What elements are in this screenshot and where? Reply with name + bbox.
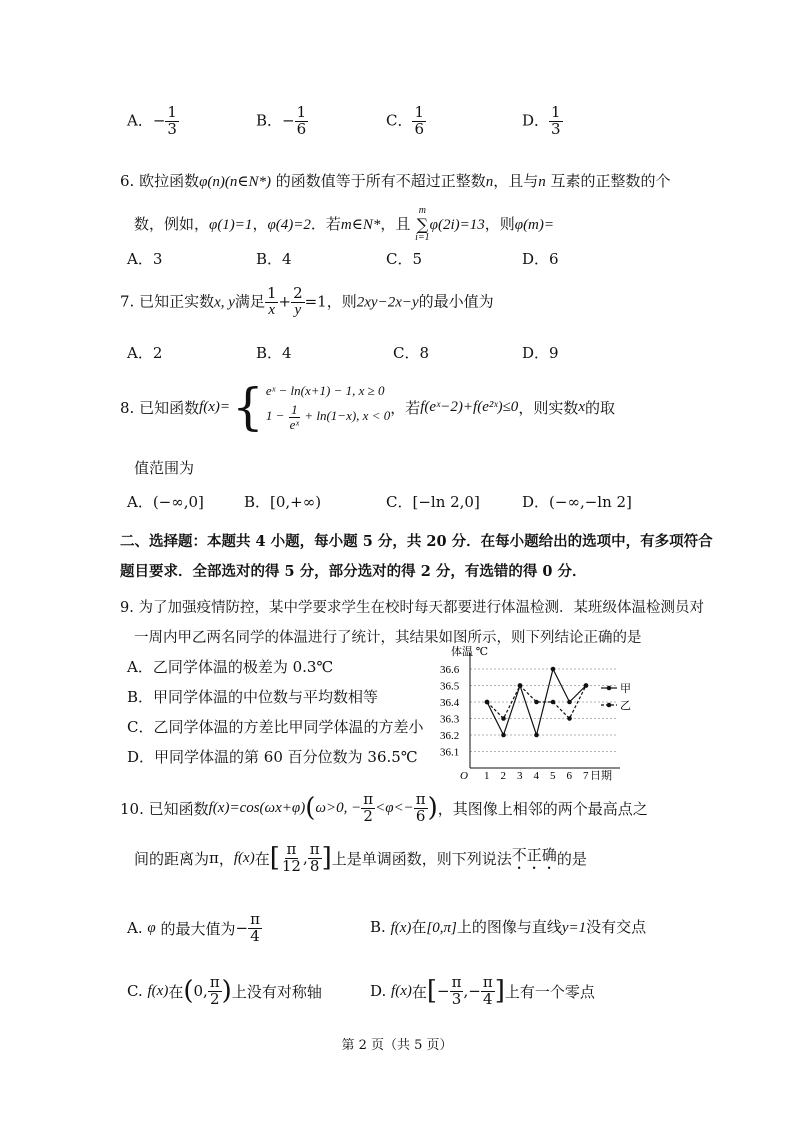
q9-option-a: A．乙同学体温的极差为 0.3℃ (127, 658, 334, 676)
text: ， (252, 214, 268, 233)
q10-option-d (370, 968, 595, 1014)
q5-option-d (522, 105, 563, 138)
numerator: 1 (291, 401, 298, 417)
denominator: 12 (281, 856, 301, 875)
data-point (534, 700, 539, 705)
numerator: 1 (296, 103, 307, 121)
data-point (551, 700, 556, 705)
text: ，其图像上相邻的两个最高点之 (437, 799, 648, 818)
denominator: 3 (451, 989, 462, 1008)
comma: , (302, 849, 308, 867)
q8-option-c: C．[−ln 2,0] (386, 493, 480, 511)
math: φ(4)=2 (267, 216, 311, 233)
q6-option-d: D．6 (522, 250, 559, 268)
text: 的是 (556, 849, 587, 868)
q5-option-c (386, 105, 426, 138)
q8-option-a: A．(−∞,0] (127, 493, 204, 511)
q7-option-d: D．9 (522, 344, 559, 362)
q6-line2 (134, 206, 554, 244)
math: [0,π] (426, 920, 457, 936)
left-brace: { (232, 378, 264, 436)
math: f(x) (147, 982, 169, 999)
q7-option-a: A．2 (127, 344, 163, 362)
math: m∈N* (340, 216, 381, 233)
option-label: C. (127, 982, 143, 1000)
numerator: 1 (266, 284, 277, 302)
q10-option-b (370, 916, 646, 937)
text: ，且 (380, 214, 411, 233)
fraction (414, 789, 428, 825)
text: 上的图像与直线 (456, 918, 562, 936)
left-bracket: [ (269, 843, 280, 873)
math: φ(m)= (514, 216, 555, 233)
q9-option-b: B．甲同学体温的中位数与平均数相等 (127, 688, 379, 706)
legend-label: 乙 (620, 700, 631, 712)
right-bracket: ] (494, 976, 505, 1006)
q9-line2: 一周内甲乙两名同学的体温进行了统计，其结果如图所示，则下列结论正确的是 (134, 630, 642, 646)
text: 满足 (234, 292, 265, 311)
math: n (538, 174, 546, 190)
math: f(x)= (199, 398, 231, 415)
denominator: 6 (415, 806, 426, 825)
math: π (209, 849, 219, 867)
legend-marker (607, 703, 612, 708)
q6-option-a: A．3 (127, 250, 163, 268)
q6-option-b: B．4 (256, 250, 292, 268)
math: y=1 (561, 920, 587, 936)
text: 8. 已知函数 (120, 398, 200, 417)
data-point (518, 683, 523, 688)
text: 的取 (585, 398, 616, 417)
y-tick-label: 36.3 (440, 713, 460, 726)
denominator: x (268, 301, 276, 318)
numerator: π (363, 789, 374, 808)
numerator: 1 (551, 103, 561, 121)
numerator: π (209, 972, 220, 991)
right-paren: ) (427, 793, 438, 823)
sum-upper: m (418, 205, 427, 216)
legend-marker (607, 686, 612, 691)
numerator: π (250, 909, 260, 928)
minus-sign: − (437, 982, 450, 1000)
q8-option-d: D．(−∞,−ln 2] (522, 493, 632, 511)
denominator: 3 (551, 119, 561, 138)
numerator: 2 (293, 284, 303, 302)
case-2 (266, 403, 390, 431)
q8-stem (120, 372, 615, 442)
fraction (361, 789, 375, 825)
math: f(x) (391, 982, 412, 999)
text: 的最小值为 (418, 292, 494, 311)
fraction (280, 839, 303, 875)
text: 6. 欧拉函数 (120, 172, 200, 190)
left-paren: ( (305, 793, 316, 823)
fraction (308, 839, 322, 875)
y-tick-label: 36.1 (440, 746, 460, 759)
fraction (248, 909, 262, 945)
q7-option-b: B．4 (256, 344, 292, 362)
fraction (208, 972, 222, 1008)
q7-stem (120, 286, 494, 319)
legend-label: 甲 (620, 683, 631, 695)
q8-option-b: B．[0,+∞) (244, 493, 322, 511)
text: 7. 已知正实数 (120, 292, 215, 311)
text: ，则实数 (518, 398, 579, 417)
summation (415, 206, 430, 244)
data-point (485, 700, 490, 705)
data-point (567, 716, 572, 721)
temperature-chart (440, 643, 645, 783)
y-tick-label: 36.5 (440, 680, 460, 693)
text: 的最大值为 (160, 919, 236, 938)
chart-grid (470, 669, 618, 752)
text: 上有一个零点 (504, 982, 595, 1001)
emphasized-text: 不正确 (511, 845, 557, 864)
text: 上没有对称轴 (231, 982, 322, 1001)
equals: =1 (304, 292, 327, 311)
x-tick-label: 7 (583, 770, 589, 782)
option-label: C． (386, 111, 413, 130)
data-point (567, 700, 572, 705)
text: 互素的正整数的个 (545, 172, 671, 190)
q6-option-c: C．5 (386, 250, 423, 268)
numerator: π (286, 839, 297, 858)
data-point (501, 733, 506, 738)
q5-option-a (127, 105, 179, 138)
q10-option-a (127, 906, 262, 950)
denominator: 2 (209, 989, 220, 1008)
math: f(x)=cos(ωx+φ) (208, 799, 306, 816)
chart-ticks (440, 664, 589, 782)
q10-option-c (127, 968, 322, 1014)
y-axis-label: 体温 ℃ (451, 646, 489, 658)
x-tick-label: 3 (517, 770, 523, 782)
minus-sign: − (152, 111, 166, 130)
text: 在 (254, 849, 270, 868)
denominator: 6 (414, 119, 425, 138)
x-tick-label: 5 (550, 770, 556, 782)
chart-axes (451, 644, 620, 782)
option-label: A． (127, 111, 153, 130)
data-point (534, 733, 539, 738)
math: φ(n)(n∈N*) (199, 174, 271, 190)
chart-legend (601, 682, 631, 712)
math: φ (147, 919, 156, 936)
denominator: y (294, 301, 302, 318)
numerator: 1 (414, 103, 425, 121)
text: 的函数值等于所有不超过正整数 (270, 172, 486, 190)
right-paren: ) (221, 976, 232, 1006)
option-label: D． (522, 111, 550, 130)
denominator: eˣ (289, 416, 300, 432)
section-heading-line1: 二、选择题：本题共 4 小题，每小题 5 分，共 20 分．在每小题给出的选项中，有多项符合 (120, 533, 713, 550)
plus-sign: + (278, 292, 292, 311)
q10-stem (120, 785, 648, 831)
text: 间的距离为 (134, 849, 210, 868)
sum-lower: i=1 (415, 232, 430, 244)
y-tick-label: 36.4 (440, 697, 460, 709)
denominator: 3 (167, 119, 177, 138)
numerator: 1 (167, 103, 177, 121)
math: x, y (214, 294, 235, 311)
math: φ(1)=1 (209, 216, 253, 233)
text: 在 (411, 982, 427, 1001)
fraction (291, 286, 305, 319)
denominator: 2 (363, 806, 373, 825)
q9-option-c: C．乙同学体温的方差比甲同学体温的方差小 (127, 718, 424, 736)
minus-sign: − (235, 919, 249, 937)
math: f(x) (233, 849, 255, 866)
text: ．若 (310, 214, 341, 233)
fraction (265, 286, 279, 319)
section-heading-line2: 题目要求．全部选对的得 5 分，部分选对的得 2 分，有选错的得 0 分． (120, 563, 587, 580)
case-1: eˣ − ln(x+1) − 1, x ≥ 0 (265, 382, 385, 398)
option-label: D. (370, 982, 387, 1000)
denominator: 4 (482, 989, 493, 1008)
data-point (584, 683, 589, 688)
y-tick-label: 36.6 (440, 664, 460, 676)
case-2-b: + ln(1−x), x < 0 (301, 407, 391, 423)
math: n (485, 174, 494, 190)
numerator: π (415, 789, 426, 808)
math: 2xy−2x−y (356, 294, 419, 311)
text: ，则 (484, 214, 515, 233)
math: 0, (193, 982, 208, 1000)
text: 在 (168, 982, 184, 1001)
option-label: B. (370, 918, 386, 936)
numerator: π (451, 972, 462, 991)
numerator: π (482, 972, 493, 991)
denominator: 8 (309, 856, 320, 875)
x-tick-label: 4 (533, 770, 539, 782)
text: 没有交点 (586, 918, 647, 936)
fraction (412, 105, 426, 138)
text: ，若 (390, 398, 421, 417)
denominator: 4 (250, 926, 260, 945)
fraction (549, 105, 563, 138)
fraction (295, 105, 309, 138)
y-tick-label: 36.2 (440, 730, 460, 742)
fraction (165, 105, 179, 138)
math: <φ<− (375, 799, 414, 816)
q5-option-b (256, 105, 308, 138)
text: 10. 已知函数 (120, 799, 209, 818)
q10-line2 (134, 836, 587, 880)
case-2-a: 1 − (265, 407, 288, 423)
numerator: π (309, 839, 320, 858)
q9-option-d: D．甲同学体温的第 60 百分位数为 36.5℃ (127, 748, 418, 766)
q6-line1 (120, 170, 671, 191)
math: f(x) (390, 920, 412, 936)
text: ，则 (326, 292, 357, 311)
data-point (501, 716, 506, 721)
q8-line2: 值范围为 (134, 459, 195, 477)
comma: ,− (463, 982, 481, 1000)
x-tick-label: 1 (484, 770, 490, 782)
text: 在 (411, 918, 427, 936)
right-bracket: ] (321, 843, 332, 873)
denominator: 6 (296, 119, 307, 138)
left-paren: ( (183, 976, 194, 1006)
minus-sign: − (282, 111, 295, 130)
option-label: B． (256, 111, 283, 130)
sum-symbol: ∑ (416, 214, 429, 234)
x-tick-label: 6 (566, 770, 572, 782)
origin-label: O (460, 770, 468, 782)
x-axis-label: 日期 (590, 770, 612, 782)
option-label: A. (127, 919, 143, 937)
text: ，且与 (493, 172, 539, 190)
left-bracket: [ (426, 976, 438, 1006)
math: φ(2i)=13 (429, 216, 485, 233)
math: x (578, 398, 585, 415)
text: 数，例如， (134, 214, 210, 233)
page-footer: 第 2 页（共 5 页） (341, 1038, 453, 1053)
fraction (288, 403, 301, 431)
text: 上是单调函数，则下列说法 (331, 849, 512, 868)
fraction (481, 972, 495, 1008)
q7-option-c: C．8 (393, 344, 430, 362)
math: f(eˣ−2)+f(e²ˣ)≤0 (420, 398, 519, 415)
fraction (450, 972, 464, 1008)
data-point (551, 667, 556, 672)
math: ω>0, − (315, 799, 362, 816)
chart-series (485, 667, 589, 738)
x-tick-label: 2 (500, 770, 506, 782)
piecewise-cases (266, 383, 390, 431)
q9-line1: 9. 为了加强疫情防控，某中学要求学生在校时每天都要进行体温检测．某班级体温检测员对 (120, 600, 704, 616)
text: ， (218, 849, 234, 868)
